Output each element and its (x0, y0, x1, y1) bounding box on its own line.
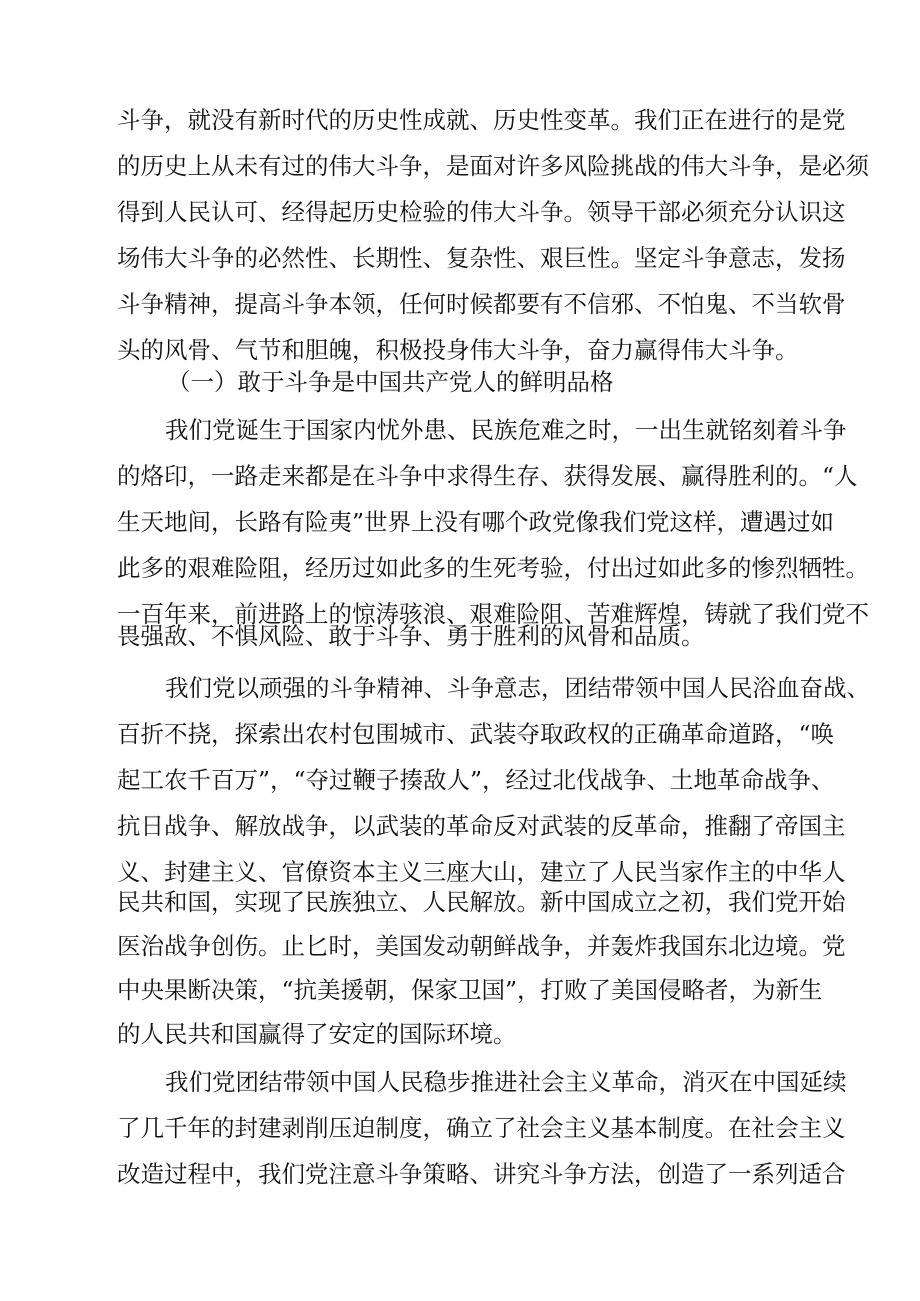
text-line: 的人民共和国赢得了安定的国际环境。 (117, 1020, 517, 1048)
text-line: 义、封建主义、官僚资本主义三座大山，建立了人民当家作主的中华人 (117, 858, 846, 886)
text-line: 生天地间，长路有险夷”世界上没有哪个政党像我们党这样，遭遇过如 (117, 508, 835, 536)
text-line: 我们党团结带领中国人民稳步推进社会主义革命，消灭在中国延续 (165, 1068, 847, 1096)
text-line: 我们党诞生于国家内忧外患、民族危难之时，一出生就铭刻着斗争 (165, 416, 847, 444)
text-line: 改造过程中，我们党注意斗争策略、讲究斗争方法，创造了一系列适合 (117, 1160, 846, 1188)
text-line: 医治战争创伤。止匕时，美国发动朝鲜战争，并轰炸我国东北边境。党 (117, 932, 846, 960)
text-line: 中央果断决策，“抗美援朝，保家卫国”，打败了美国侵略者，为新生 (117, 976, 823, 1004)
text-line: 头的风骨、气节和胆魄，积极投身伟大斗争，奋力赢得伟大斗争。 (117, 336, 799, 364)
text-line: 的历史上从未有过的伟大斗争，是面对许多风险挑战的伟大斗争，是必须 (117, 152, 869, 180)
text-line: 斗争，就没有新时代的历史性成就、历史性变革。我们正在进行的是党 (117, 106, 846, 134)
text-line: 百折不挠，探索出农村包围城市、武装夺取政权的正确革命道路，“唤 (117, 720, 835, 748)
text-line: 起工农千百万”，“夺过鞭子揍敌人”，经过北伐战争、土地革命战争、 (117, 766, 835, 794)
text-line: 此多的艰难险阻，经历过如此多的生死考验，付出过如此多的惨烈牺牲。 (117, 554, 869, 582)
text-line: 畏强敌、不惧风险、敢于斗争、勇于胜利的风骨和品质。 (117, 622, 705, 650)
text-line: 一百年来，前进路上的惊涛骇浪、艰难险阻、苦难辉煌，铸就了我们党不 (117, 600, 869, 628)
text-line: 的烙印，一路走来都是在斗争中求得生存、获得发展、赢得胜利的。“人 (117, 462, 858, 490)
text-line: 得到人民认可、经得起历史检验的伟大斗争。领导干部必须充分认识这 (117, 198, 846, 226)
text-line: 民共和国，实现了民族独立、人民解放。新中国成立之初，我们党开始 (117, 888, 846, 916)
text-line: 我们党以顽强的斗争精神、斗争意志，团结带领中国人民浴血奋战、 (165, 674, 870, 702)
section-heading: （一）敢于斗争是中国共产党人的鲜明品格 (167, 368, 614, 396)
text-line: 场伟大斗争的必然性、长期性、复杂性、艰巨性。坚定斗争意志，发扬 (117, 244, 846, 272)
text-line: 抗日战争、解放战争，以武装的革命反对武装的反革命，推翻了帝国主 (117, 812, 846, 840)
text-line: 斗争精神，提高斗争本领，任何时候都要有不信邪、不怕鬼、不当软骨 (117, 290, 846, 318)
text-line: 了几千年的封建剥削压迫制度，确立了社会主义基本制度。在社会主义 (117, 1114, 846, 1142)
